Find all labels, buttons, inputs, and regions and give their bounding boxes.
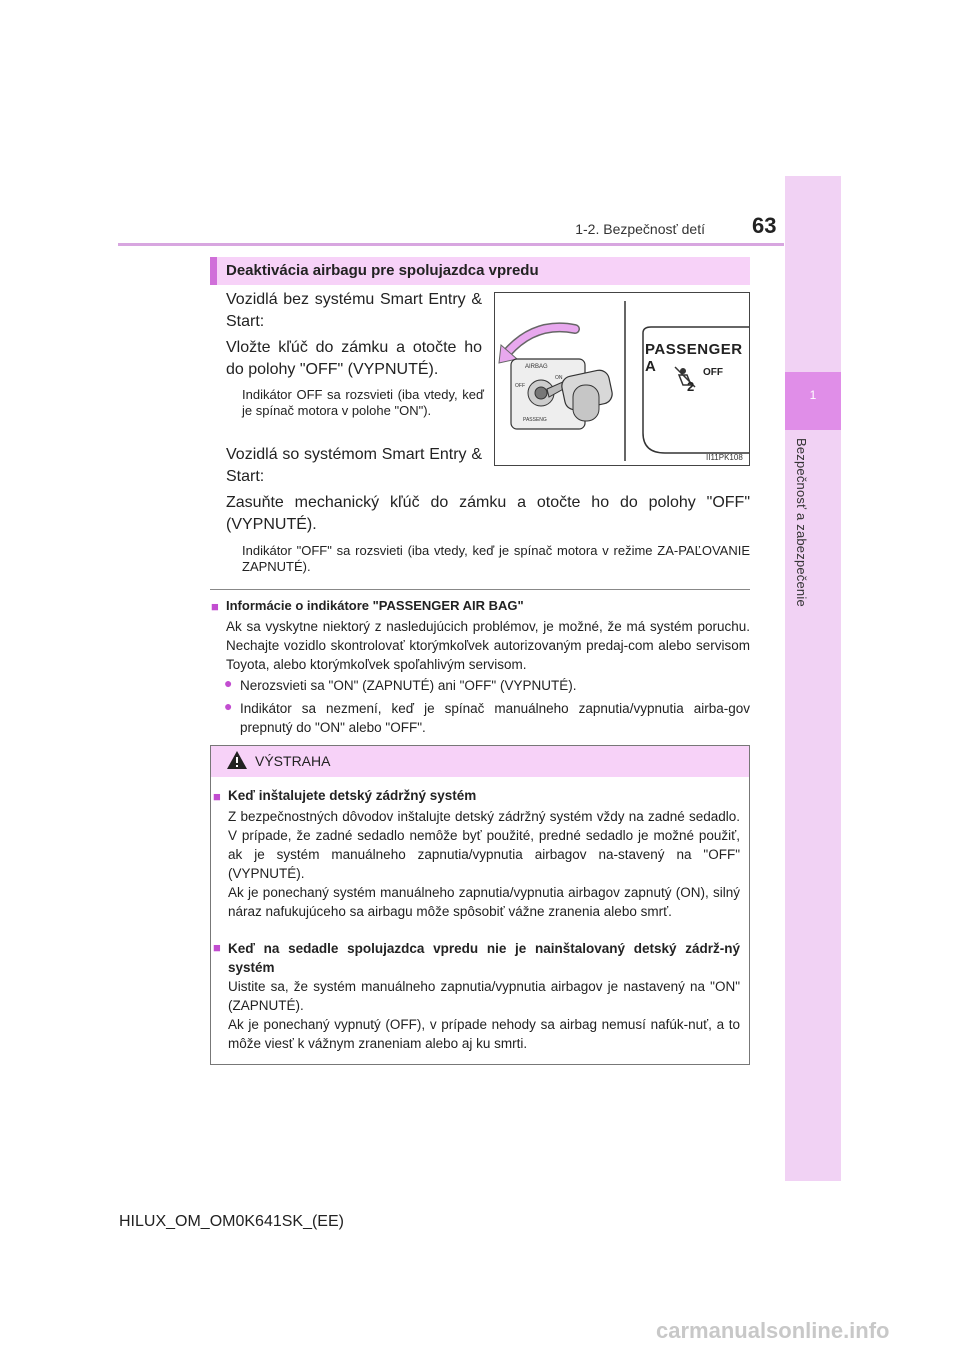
warning-triangle-icon — [226, 750, 248, 770]
warning-item-2-text-2: Ak je ponechaný vypnutý (OFF), v prípade nehody sa airbag nemusí nafúk-nuť, a to môže viesť k vážnym zraneniam alebo aj ku smrti. — [228, 1017, 740, 1051]
switch-airbag-label: AIRBAG — [525, 364, 548, 370]
no-smart-entry-step: Vložte kľúč do zámku a otočte ho do polohy "OFF" (VYPNUTÉ). — [226, 339, 482, 378]
watermark: carmanualsonline.info — [656, 1318, 890, 1343]
page-number: 63 — [752, 213, 777, 238]
warning-title: VÝSTRAHA — [255, 753, 331, 769]
info-title: Informácie o indikátore "PASSENGER AIR BAG" — [226, 598, 524, 613]
info-bullet-1: Nerozsvieti sa "ON" (ZAPNUTÉ) ani "OFF" (VYPNUTÉ). — [240, 678, 577, 693]
switch-off-label: OFF — [515, 383, 525, 389]
key-cylinder-drawing — [495, 293, 750, 466]
section-title: 1-2. Bezpečnosť detí — [575, 221, 705, 237]
no-smart-entry-note: Indikátor OFF sa rozsvieti (iba vtedy, keď je spínač motora v polohe "ON"). — [242, 387, 484, 418]
section-heading: Deaktivácia airbagu pre spolujazdca vpredu — [226, 262, 539, 279]
section-divider — [210, 589, 750, 590]
info-text: Ak sa vyskytne niektorý z nasledujúcich problémov, je možné, že má systém poruchu. Nechajte vozidlo skontrolovať ktorýmkoľvek autorizovaným predaj-com alebo servisom Toyota, alebo ktorýmkoľvek spoľahlivým servisom. — [226, 619, 750, 672]
chapter-number: 1 — [809, 388, 817, 402]
warning-item-1-text-2: Ak je ponechaný systém manuálneho zapnutia/vypnutia airbagov zapnutý (ON), silný náraz nafukujúceho sa airbagu môže spôsobiť vážne zranenia alebo smrť. — [228, 885, 740, 919]
illustration-code: II11PK108 — [706, 453, 743, 462]
warning-square-bullet: ■ — [213, 940, 221, 955]
warning-item-2-text: Uistite sa, že systém manuálneho zapnutia/vypnutia airbagov je nastavený na "ON" (ZAPNUTÉ). — [228, 979, 740, 1013]
warning-item-1-title: Keď inštalujete detský zádržný systém — [228, 788, 477, 803]
switch-on-label: ON — [555, 375, 563, 381]
airbag-switch-illustration — [494, 292, 750, 466]
smart-entry-step: Zasuňte mechanický kľúč do zámku a otočte ho do polohy "OFF" (VYPNUTÉ). — [226, 494, 750, 533]
chapter-title: Bezpečnosť a zabezpečenie — [794, 438, 809, 607]
bullet-dot: ● — [224, 675, 233, 691]
passenger-2-mark: 2 — [687, 379, 695, 394]
warning-item-1-text: Z bezpečnostných dôvodov inštalujte detský zádržný systém vždy na zadné sedadlo. V prípade, že zadné sedadlo nemôže byť použité, predné sedadlo je možné použiť, ak je systém manuálneho zapnutia/vypnutia airbagov na-stavený na "OFF" (VYPNUTÉ). — [228, 809, 740, 881]
document-footer: HILUX_OM_OM0K641SK_(EE) — [119, 1213, 344, 1230]
off-indicator-label: OFF — [703, 367, 723, 378]
header-rule — [118, 243, 784, 246]
info-square-bullet: ■ — [211, 599, 219, 614]
info-bullet-2: Indikátor sa nezmení, keď je spínač manuálneho zapnutia/vypnutia airba-gov prepnutý do "ON" alebo "OFF". — [240, 701, 750, 735]
bullet-dot: ● — [224, 698, 233, 714]
switch-passenger-label: PASSENG — [523, 417, 547, 423]
smart-entry-title: Vozidlá so systémom Smart Entry & Start: — [226, 446, 482, 485]
warning-square-bullet: ■ — [213, 789, 221, 804]
warning-item-2-title: Keď na sedadle spolujazdca vpredu nie je nainštalovaný detský zádrž-ný systém — [228, 941, 740, 975]
smart-entry-note: Indikátor "OFF" sa rozsvieti (iba vtedy, keď je spínač motora v režime ZA-PAĽOVANIE ZAPNUTÉ). — [242, 543, 750, 574]
passenger-panel-label: PASSENGER A — [645, 341, 743, 375]
chapter-side-tab — [785, 176, 841, 1181]
no-smart-entry-title: Vozidlá bez systému Smart Entry & Start: — [226, 291, 482, 330]
